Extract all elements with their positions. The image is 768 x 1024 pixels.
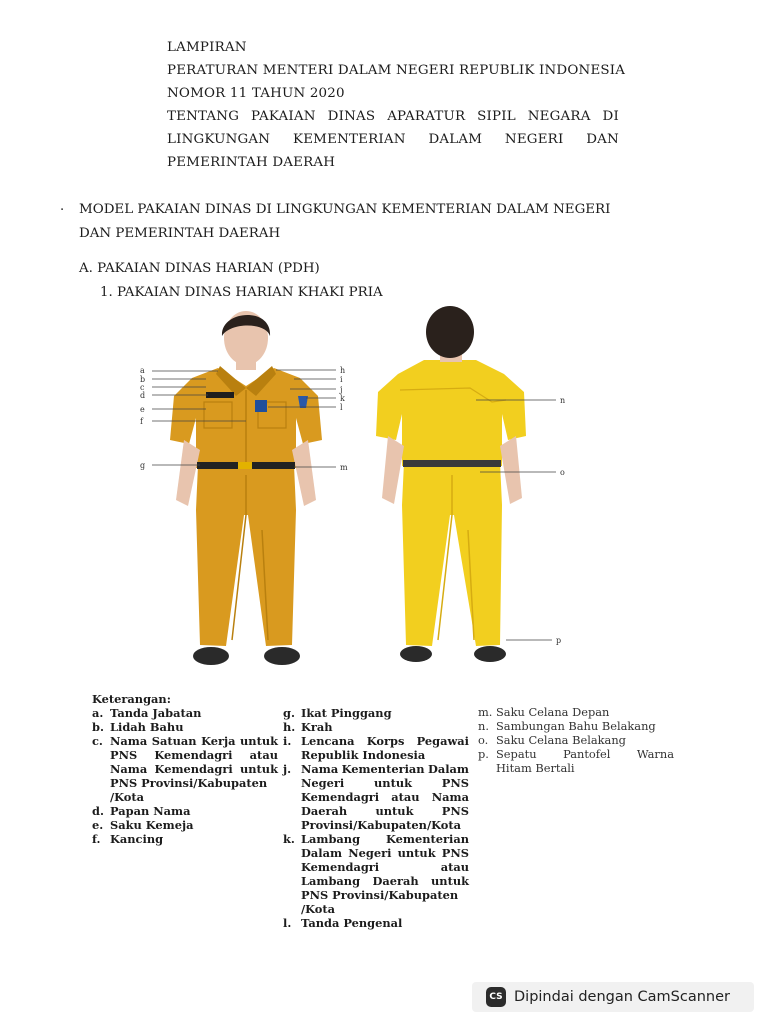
legend-item-letter: l. [283, 916, 292, 930]
legend-item-line: Tanda Pengenal [301, 916, 403, 930]
legend-item-line: Krah [301, 720, 333, 734]
justified-word: Sepatu [496, 747, 537, 761]
legend-item [283, 916, 469, 930]
legend-item-text [110, 832, 278, 846]
justified-word: NEGARA [527, 109, 591, 124]
legend-item-text [496, 733, 674, 747]
legend-item-line [301, 874, 469, 888]
justified-word: Kementerian [386, 832, 469, 846]
section-bullet: . [60, 199, 65, 214]
justified-word: Lencana [301, 734, 355, 748]
back-right-arm [500, 436, 522, 504]
legend-column-2 [283, 706, 469, 930]
legend-item-line: Kancing [110, 832, 164, 846]
justified-word: Nama [110, 762, 148, 776]
legend-item-line: Saku Celana Belakang [496, 733, 626, 747]
section-title-line-1: MODEL PAKAIAN DINAS DI LINGKUNGAN KEMENTERIAN DALAM NEGERI [79, 202, 611, 217]
justified-word: Kementerian [341, 762, 425, 776]
justified-word: PAKAIAN [251, 109, 316, 124]
legend-item-line [301, 804, 469, 818]
justified-word: SIPIL [477, 109, 516, 124]
legend-item-letter: e. [92, 818, 104, 832]
label-f: f [140, 417, 143, 426]
legend-item [478, 733, 674, 747]
justified-word: Pantofel [563, 747, 611, 761]
justified-word: APARATUR [387, 109, 466, 124]
label-k: k [340, 394, 345, 403]
legend-item-line: PNS Provinsi/Kabupaten [301, 888, 459, 902]
uniform-figure [0, 300, 768, 680]
legend-item-letter: f. [92, 832, 101, 846]
legend-item-line: Republik Indonesia [301, 748, 426, 762]
label-d: d [140, 391, 146, 400]
justified-word: PNS [110, 748, 138, 762]
legend-item [92, 734, 278, 804]
label-a: a [140, 366, 145, 375]
legend-item [283, 720, 469, 734]
justified-word: Kemendagri [301, 860, 380, 874]
legend-item-line: Saku Celana Depan [496, 705, 610, 719]
legend-item-letter: p. [478, 747, 489, 761]
justified-word: atau [249, 748, 278, 762]
legend-item-line [301, 776, 469, 790]
legend-item-line [496, 747, 674, 761]
justified-word: untuk [239, 762, 278, 776]
justified-word: LINGKUNGAN [167, 132, 271, 147]
legend-item-line [110, 734, 278, 748]
label-i: i [340, 375, 343, 384]
legend-item-text [301, 916, 469, 930]
header-line-about [167, 105, 619, 128]
legend-item-line [301, 846, 469, 860]
legend-item [478, 705, 674, 719]
justified-word: Lambang [301, 832, 361, 846]
legend-item-text [110, 706, 278, 720]
justified-word: DI [602, 109, 619, 124]
front-right-shoe [264, 647, 300, 665]
label-j: j [340, 385, 343, 394]
front-buckle [238, 462, 252, 469]
label-g: g [140, 461, 146, 470]
label-h: h [340, 366, 346, 375]
uniform-illustration [0, 300, 768, 680]
legend-item-letter: n. [478, 719, 489, 733]
legend-item-text [110, 734, 278, 804]
justified-word: KEMENTERIAN [293, 132, 406, 147]
legend-item-letter: h. [283, 720, 296, 734]
justified-word: DAN [586, 132, 619, 147]
legend-column-1 [92, 692, 278, 846]
legend-item [92, 832, 278, 846]
legend-item-text [496, 719, 674, 733]
camscanner-text: Dipindai dengan CamScanner [514, 989, 731, 1005]
justified-word: Negeri [301, 776, 345, 790]
label-b: b [140, 375, 146, 384]
legend-item-text [110, 804, 278, 818]
legend-item-line: Hitam Bertali [496, 761, 575, 775]
justified-word: PNS [441, 776, 469, 790]
heading-pdh: A. PAKAIAN DINAS HARIAN (PDH) [79, 261, 320, 276]
label-l: l [340, 403, 343, 412]
legend-item-line: /Kota [110, 790, 145, 804]
legend-item-text [110, 818, 278, 832]
label-n: n [560, 396, 566, 405]
justified-word: Nama [431, 790, 469, 804]
justified-word: Dalam [301, 846, 343, 860]
legend-item-text [301, 832, 469, 916]
justified-word: Daerah [372, 874, 419, 888]
justified-word: DINAS [327, 109, 376, 124]
justified-word: Pegawai [416, 734, 469, 748]
legend-item-text [496, 705, 674, 719]
justified-word: untuk [240, 734, 278, 748]
justified-word: atau [391, 790, 420, 804]
legend-item [92, 720, 278, 734]
legend-item-line: Provinsi/Kabupaten/Kota [301, 818, 462, 832]
header-line-government: PEMERINTAH DAERAH [167, 155, 336, 170]
legend-item [92, 818, 278, 832]
legend-item [283, 762, 469, 832]
legend-item-text [301, 734, 469, 762]
justified-word: Satuan [151, 734, 197, 748]
justified-word: untuk [431, 874, 469, 888]
legend-column-3 [478, 705, 674, 775]
legend-item [478, 747, 674, 775]
justified-word: TENTANG [167, 109, 240, 124]
legend-item-letter: i. [283, 734, 292, 748]
legend-item-line: Sambungan Bahu Belakang [496, 719, 656, 733]
legend-item-line: /Kota [301, 902, 336, 916]
justified-word: PNS [441, 846, 469, 860]
legend-item-line: Lidah Bahu [110, 720, 184, 734]
legend-item [283, 706, 469, 720]
header-line-lampiran: LAMPIRAN [167, 40, 247, 55]
front-right-arm [292, 440, 316, 506]
legend-item-line [301, 790, 469, 804]
section-title [79, 198, 624, 246]
front-view-figure [170, 311, 322, 665]
back-view-figure [376, 306, 526, 662]
justified-word: untuk [397, 846, 436, 860]
justified-word: NEGERI [504, 132, 564, 147]
back-belt [403, 460, 501, 467]
front-left-arm [176, 440, 200, 506]
legend-item-line: Papan Nama [110, 804, 191, 818]
label-e: e [140, 405, 145, 414]
header-line-regulation: PERATURAN MENTERI DALAM NEGERI REPUBLIK INDONESIA [167, 63, 626, 78]
legend-item [283, 832, 469, 916]
legend-item-line: Saku Kemeja [110, 818, 194, 832]
legend-item-letter: g. [283, 706, 295, 720]
label-m: m [340, 463, 348, 472]
header-line-environment [167, 128, 619, 151]
legend-item-line: PNS Provinsi/Kabupaten [110, 776, 268, 790]
legend-item-line [301, 734, 469, 748]
label-o: o [560, 468, 565, 477]
legend-item-letter: b. [92, 720, 104, 734]
legend-item-text [301, 706, 469, 720]
justified-word: Dalam [427, 762, 469, 776]
front-id-badge [255, 400, 267, 412]
label-c: c [140, 383, 145, 392]
legend-item-text [110, 720, 278, 734]
heading-khaki-pria: 1. PAKAIAN DINAS HARIAN KHAKI PRIA [100, 285, 383, 300]
legend-item-text [301, 762, 469, 832]
justified-word: Kerja [201, 734, 236, 748]
legend-item-letter: m. [478, 705, 493, 719]
justified-word: Negeri [348, 846, 392, 860]
legend-item-line [301, 762, 469, 776]
legend-item-letter: o. [478, 733, 489, 747]
legend-item-line [301, 860, 469, 874]
justified-word: DALAM [428, 132, 483, 147]
legend-item [92, 804, 278, 818]
justified-word: Kemendagri [154, 748, 233, 762]
justified-word: Warna [636, 747, 674, 761]
back-right-shoe [474, 646, 506, 662]
justified-word: Nama [110, 734, 148, 748]
legend-item-letter: c. [92, 734, 103, 748]
legend-item-line [301, 832, 469, 846]
legend-item-letter: k. [283, 832, 295, 846]
front-left-shoe [193, 647, 229, 665]
camscanner-logo-icon: CS [486, 987, 506, 1007]
justified-word: Korps [366, 734, 405, 748]
legend-item-line: Tanda Jabatan [110, 706, 202, 720]
legend-item-line [110, 762, 278, 776]
justified-word: atau [440, 860, 469, 874]
justified-word: Daerah [301, 804, 348, 818]
label-p: p [556, 636, 562, 645]
legend-item-letter: a. [92, 706, 104, 720]
back-head [426, 306, 474, 358]
legend-item [478, 719, 674, 733]
justified-word: Nama [301, 762, 339, 776]
justified-word: Lambang [301, 874, 361, 888]
back-left-arm [382, 436, 404, 504]
back-left-shoe [400, 646, 432, 662]
legend-item-text [496, 747, 674, 775]
justified-word: PNS [441, 804, 469, 818]
front-name-plate [206, 392, 234, 398]
legend-item-letter: d. [92, 804, 104, 818]
camscanner-badge [472, 982, 754, 1012]
legend-item-line [110, 748, 278, 762]
legend-item [92, 706, 278, 720]
legend-item-letter: j. [283, 762, 292, 776]
justified-word: Kemendagri [301, 790, 380, 804]
section-title-line-2: DAN PEMERINTAH DAERAH [79, 226, 281, 241]
justified-word: untuk [374, 776, 412, 790]
legend-item-line: Ikat Pinggang [301, 706, 392, 720]
document-header [167, 36, 626, 174]
legend-title: Keterangan: [92, 692, 171, 706]
legend-item [283, 734, 469, 762]
justified-word: untuk [375, 804, 414, 818]
header-line-number: NOMOR 11 TAHUN 2020 [167, 86, 345, 101]
legend-item-text [301, 720, 469, 734]
justified-word: Kemendagri [154, 762, 233, 776]
